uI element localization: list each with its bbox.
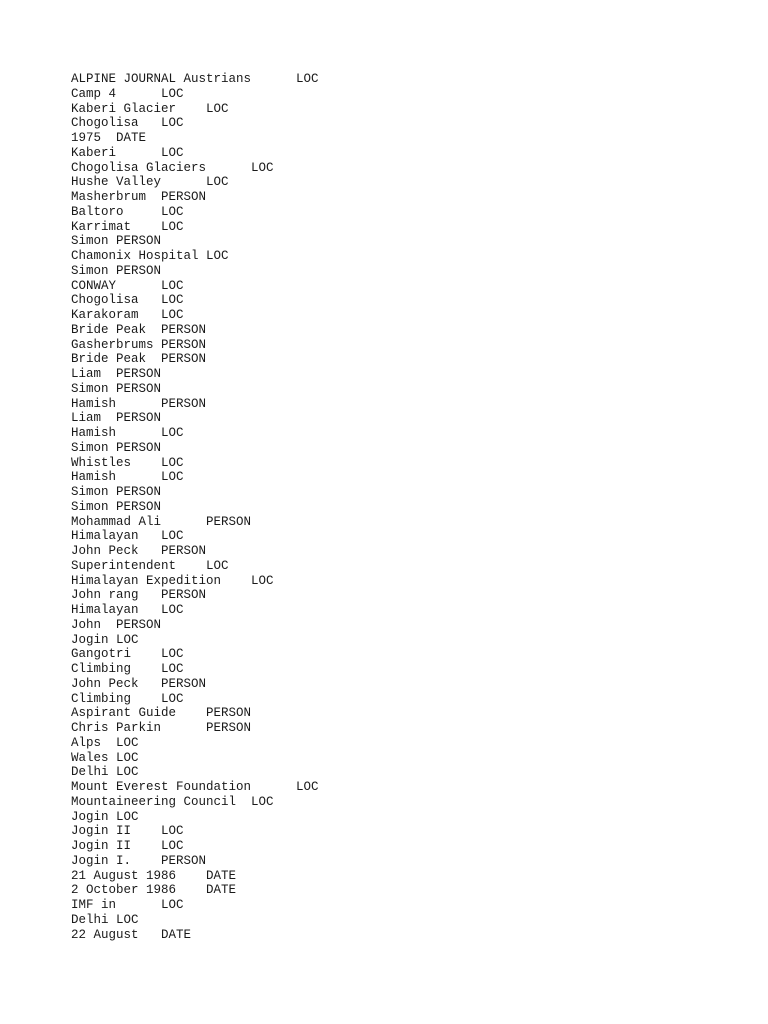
entity-line: John Peck PERSON [71,676,207,691]
entity-line: Simon PERSON [71,440,162,455]
entity-line: Gasherbrums PERSON [71,337,207,352]
entity-line: Gangotri LOC [71,647,184,662]
entity-line: Simon PERSON [71,499,162,514]
entity-line: Hamish LOC [71,426,184,440]
entity-line: Climbing LOC [71,691,184,706]
entity-line: Simon PERSON [71,263,162,278]
entity-line: 21 August 1986 DATE [71,868,237,883]
document-page [71,72,751,942]
entity-line: Jogin II LOC [71,839,184,853]
entity-line: Masherbrum PERSON [71,190,207,204]
entity-line: Simon PERSON [71,485,162,499]
entity-line: Hamish PERSON [71,396,207,411]
entity-line: Simon PERSON [71,381,162,396]
entity-line: Mohammad Ali PERSON [71,514,252,529]
entity-line: Delhi LOC [71,765,139,780]
entity-line: Chamonix Hospital LOC [71,249,229,263]
entity-line: Jogin I. PERSON [71,853,207,868]
entity-line: Simon PERSON [71,234,162,249]
entity-line: Jogin LOC [71,632,139,647]
entity-line: Baltoro LOC [71,204,184,219]
entity-line: Mount Everest Foundation LOC [71,780,319,794]
entity-line: CONWAY LOC [71,278,184,293]
entity-line: Aspirant Guide PERSON [71,706,252,721]
entity-line: Liam PERSON [71,367,162,381]
entity-line: ALPINE JOURNAL Austrians LOC [71,72,319,86]
entity-line: Jogin II LOC [71,824,184,839]
entity-line: Hamish LOC [71,470,184,485]
entity-line: Whistles LOC [71,455,184,470]
entity-line: Climbing LOC [71,662,184,676]
entity-line: 22 August DATE [71,927,192,942]
entity-line: Himalayan LOC [71,603,184,617]
entity-line: Chris Parkin PERSON [71,721,252,735]
entity-line: Superintendent LOC [71,558,229,573]
entity-line: Jogin LOC [71,809,139,824]
entity-line: Kaberi LOC [71,145,184,160]
entity-line: Himalayan Expedition LOC [71,573,274,588]
entity-line: John rang PERSON [71,588,207,603]
entity-line: Kaberi Glacier LOC [71,101,229,116]
entity-line: Karrimat LOC [71,219,184,234]
entity-line: Chogolisa LOC [71,293,184,308]
entity-line: Hushe Valley LOC [71,175,229,190]
entity-line: Bride Peak PERSON [71,322,207,337]
entity-line: John Peck PERSON [71,544,207,558]
entity-line: Delhi LOC [71,912,139,927]
entity-line: Camp 4 LOC [71,86,184,101]
entity-line: 2 October 1986 DATE [71,883,237,898]
entity-line: Alps LOC [71,735,139,750]
entity-line: Mountaineering Council LOC [71,794,274,809]
entity-line: Chogolisa LOC [71,116,184,131]
entity-line: IMF in LOC [71,898,184,912]
entity-line: Wales LOC [71,750,139,765]
entity-line: 1975 DATE [71,131,147,145]
entity-line: John PERSON [71,617,162,632]
entity-line: Liam PERSON [71,411,162,426]
entity-line: Chogolisa Glaciers LOC [71,160,274,175]
entity-line: Karakoram LOC [71,308,184,322]
entity-line: Himalayan LOC [71,529,184,544]
entity-line: Bride Peak PERSON [71,352,207,367]
